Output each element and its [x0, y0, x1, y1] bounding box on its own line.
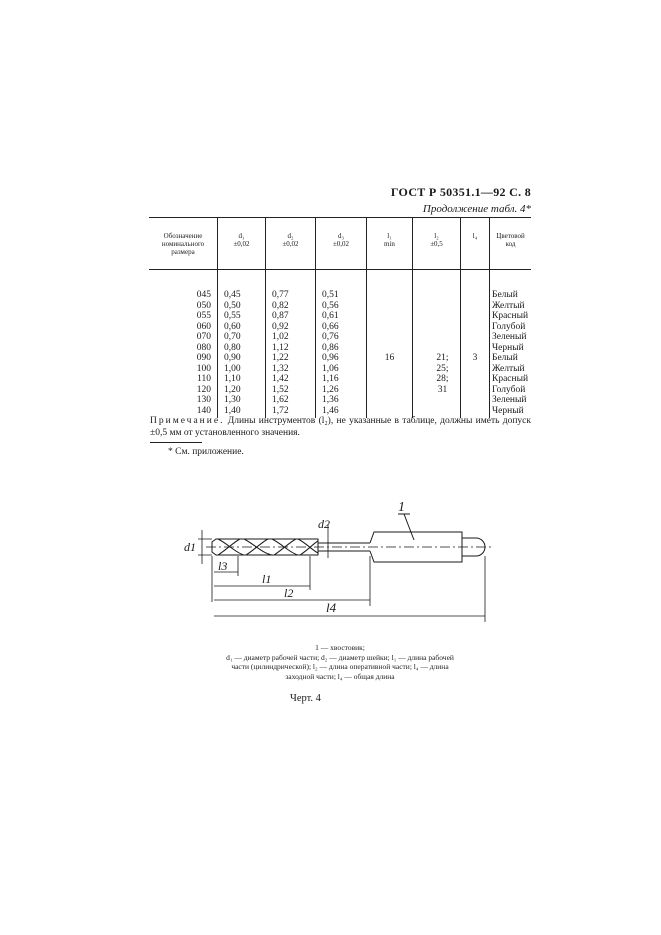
figure-caption [190, 643, 490, 681]
l2-column: 21; 25; 28; 31 [413, 270, 461, 419]
table-continuation-label: Продолжение табл. 4* [422, 203, 531, 215]
note-label: Примечание. [150, 416, 225, 426]
header-color-code: Цветовой код [490, 218, 532, 270]
page-header: ГОСТ Р 50351.1—92 С. 8 [390, 185, 531, 199]
footnote: * См. приложение. [168, 447, 244, 457]
caption-line: заходной части; l₄ — общая длина [285, 671, 395, 681]
header-designation: Обозначение номинального размера [149, 218, 218, 270]
l4-dimension [214, 556, 485, 622]
table-body-row [149, 270, 531, 419]
table-header-row [149, 218, 531, 270]
drill-drawing [180, 498, 500, 633]
header-d2: d₂ ±0,02 [266, 218, 316, 270]
header-d1: d₁ ±0,02 [218, 218, 266, 270]
header-l1: l₁ min [367, 218, 413, 270]
d3-column: 0,51 0,56 0,61 0,66 0,76 0,86 0,96 1,06 1,16 1,26 1,36 1,46 [316, 270, 367, 419]
d1-column: 0,45 0,50 0,55 0,60 0,70 0,80 0,90 1,00 1,10 1,20 1,30 1,40 [218, 270, 266, 419]
header-d3: d₃ ±0,02 [316, 218, 367, 270]
figure-title: Черт. 4 [290, 693, 321, 704]
d1-label: d1 [184, 540, 196, 554]
caption-line: d₁ — диаметр рабочей части; d₂ — диаметр шейки; l₁ — длина рабочей [226, 652, 454, 662]
footnote-divider [150, 442, 202, 443]
note-text: Длины инструментов (l₂), не указанные в таблице, должны иметь допуск ±0,5 мм от установленного значения. [150, 416, 532, 438]
header-l2: l₂ ±0,5 [413, 218, 461, 270]
l3-label: l3 [218, 559, 228, 573]
l1-column: 16 [367, 270, 413, 419]
l2-label: l2 [284, 586, 294, 600]
callout-leader [398, 514, 414, 540]
l1-label: l1 [262, 572, 272, 586]
table-note [150, 415, 531, 439]
callout-1-label: 1 [398, 500, 405, 515]
l4-column: 3 [461, 270, 490, 419]
l4-label: l4 [326, 600, 337, 615]
drill-neck [318, 543, 370, 551]
color-code-column: Белый Желтый Красный Голубой Зеленый Черный Белый Желтый Красный Голубой Зеленый Черный [490, 270, 532, 419]
header-l4: l₄ [461, 218, 490, 270]
caption-line: части (цилиндрической); l₂ — длина оперативной части; l₄ — длина [231, 662, 449, 671]
designation-column: 045 050 055 060 070 080 090 100 110 120 130 140 [196, 290, 211, 416]
d2-column: 0,77 0,82 0,87 0,92 1,02 1,12 1,22 1,32 1,42 1,52 1,62 1,72 [266, 270, 316, 419]
dimensions-table [149, 217, 531, 418]
d2-label: d2 [318, 517, 330, 531]
caption-line: 1 — хвостовик; [315, 643, 365, 652]
